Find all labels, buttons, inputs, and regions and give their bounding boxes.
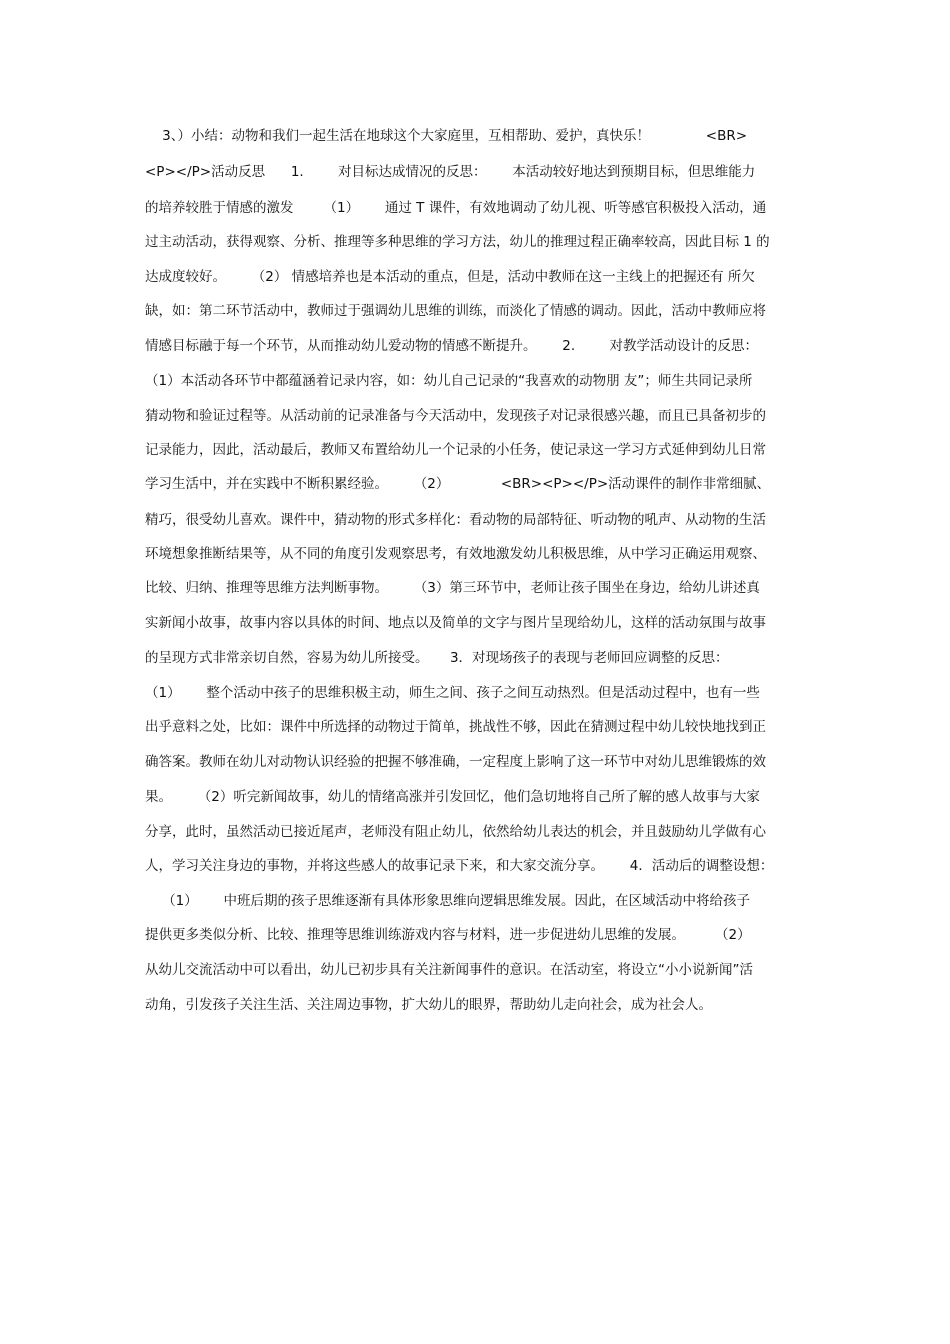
text-line: 环境想象推断结果等，从不同的角度引发观察思考，有效地激发幼儿积极思维，从中学习正确运用观察、 bbox=[145, 546, 766, 562]
text-line: 确答案。教师在幼儿对动物认识经验的把握不够准确，一定程度上影响了这一环节中对幼儿思维锻炼的效 bbox=[145, 754, 766, 770]
text-line: 缺，如：第二环节活动中，教师过于强调幼儿思维的训练，而淡化了情感的调动。因此，活动中教师应将 bbox=[145, 303, 766, 319]
text-line: 提供更多类似分析、比较、推理等思维训练游戏内容与材料，进一步促进幼儿思维的发展。 （2） bbox=[145, 927, 751, 943]
text-line: 的培养较胜于情感的激发 （1） 通过 T 课件，有效地调动了幼儿视、听等感官积极投入活动，通 bbox=[145, 200, 767, 216]
text-line: 实新闻小故事，故事内容以具体的时间、地点以及简单的文字与图片呈现给幼儿，这样的活动氛围与故事 bbox=[145, 615, 766, 631]
text-line: 从幼儿交流活动中可以看出，幼儿已初步具有关注新闻事件的意识。在活动室，将设立“小小说新闻”活 bbox=[145, 962, 753, 978]
text-line: 过主动活动，获得观察、分析、推理等多种思维的学习方法，幼儿的推理过程正确率较高，因此目标 1 的 bbox=[145, 234, 770, 250]
text-line: 猜动物和验证过程等。从活动前的记录准备与今天活动中，发现孩子对记录很感兴趣，而且已具备初步的 bbox=[145, 408, 766, 424]
text-line: 达成度较好。 （2） 情感培养也是本活动的重点，但是，活动中教师在这一主线上的把握还有 所欠 bbox=[145, 269, 755, 285]
text-line: （1） 整个活动中孩子的思维积极主动，师生之间、孩子之间互动热烈。但是活动过程中，也有一些 bbox=[145, 685, 760, 701]
text-line: 记录能力，因此，活动最后，教师又布置给幼儿一个记录的小任务，使记录这一学习方式延伸到幼儿日常 bbox=[145, 442, 766, 458]
text-line: 分享，此时，虽然活动已接近尾声，老师没有阻止幼儿，依然给幼儿表达的机会，并且鼓励幼儿学做有心 bbox=[145, 824, 766, 840]
text-line: 比较、归纳、推理等思维方法判断事物。 （3）第三环节中，老师让孩子围坐在身边，给幼儿讲述真 bbox=[145, 580, 760, 596]
text-line: 学习生活中，并在实践中不断积累经验。 （2） <BR><P></P>活动课件的制作非常细腻、 bbox=[145, 476, 771, 492]
text-line: 人，学习关注身边的事物，并将这些感人的故事记录下来，和大家交流分享。 4．活动后的调整设想： bbox=[145, 858, 774, 874]
text-line: 的呈现方式非常亲切自然，容易为幼儿所接受。 3．对现场孩子的表现与老师回应调整的反思： bbox=[145, 650, 729, 666]
text-line: 情感目标融于每一个环节，从而推动幼儿爱动物的情感不断提升。 2. 对教学活动设计的反思： bbox=[145, 338, 758, 354]
text-line: 出乎意料之处，比如：课件中所选择的动物过于简单，挑战性不够，因此在猜测过程中幼儿较快地找到正 bbox=[145, 719, 766, 735]
text-line: 精巧，很受幼儿喜欢。课件中，猜动物的形式多样化：看动物的局部特征、听动物的吼声、从动物的生活 bbox=[145, 512, 766, 528]
text-line: <P></P>活动反思 1. 对目标达成情况的反思： 本活动较好地达到预期目标，但思维能力 bbox=[145, 164, 756, 180]
text-line: 果。 （2）听完新闻故事，幼儿的情绪高涨并引发回忆，他们急切地将自己所了解的感人故事与大家 bbox=[145, 789, 760, 805]
text-line: 动角，引发孩子关注生活、关注周边事物，扩大幼儿的眼界，帮助幼儿走向社会，成为社会人。 bbox=[145, 997, 712, 1013]
text-line: （1）本活动各环节中都蕴涵着记录内容，如：幼儿自己记录的“我喜欢的动物朋 友”；师生共同记录所 bbox=[145, 373, 753, 389]
text-line: （1） 中班后期的孩子思维逐渐有具体形象思维向逻辑思维发展。因此，在区域活动中将给孩子 bbox=[145, 893, 751, 909]
text-line: 3、）小结：动物和我们一起生活在地球这个大家庭里，互相帮助、爱护，真快乐！ <BR> bbox=[145, 128, 748, 144]
